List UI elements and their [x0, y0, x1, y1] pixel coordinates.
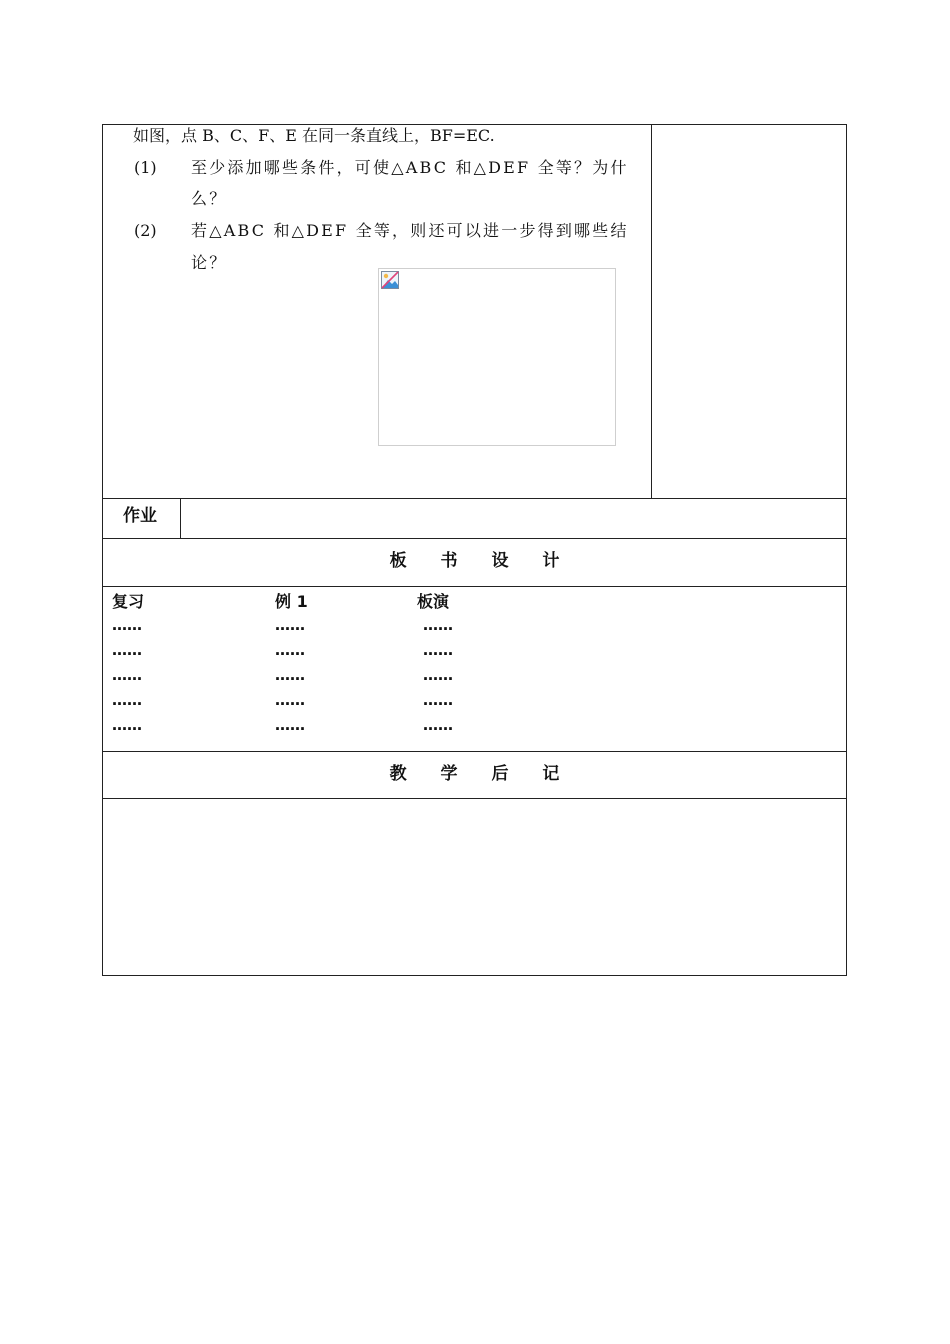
placeholder-dots: …… — [275, 641, 305, 659]
placeholder-dots: …… — [275, 666, 305, 684]
heading-char: 设 — [491, 551, 509, 571]
placeholder-dots: …… — [112, 616, 142, 634]
board-column-example — [275, 590, 308, 739]
item-number: (1) — [134, 158, 157, 177]
question-item-2-line-1: 若△ABC 和△DEF 全等，则还可以进一步得到哪些结 — [191, 221, 629, 240]
placeholder-dots: …… — [423, 666, 453, 684]
placeholder-dots: …… — [275, 716, 305, 734]
placeholder-dots: …… — [112, 716, 142, 734]
heading-char: 书 — [440, 551, 458, 571]
row-divider — [103, 798, 846, 799]
heading-char: 计 — [542, 551, 560, 571]
placeholder-dots: …… — [275, 616, 305, 634]
placeholder-dots: …… — [112, 641, 142, 659]
placeholder-dots: …… — [423, 641, 453, 659]
board-column-review — [112, 590, 144, 739]
item-number: (2) — [134, 221, 157, 240]
figure-image-placeholder — [378, 268, 616, 446]
column-head: 例 1 — [275, 592, 308, 611]
row-divider — [103, 498, 846, 499]
row-divider — [103, 751, 846, 752]
placeholder-dots: …… — [423, 716, 453, 734]
heading-char: 记 — [542, 764, 560, 784]
heading-char: 教 — [389, 764, 407, 784]
broken-image-icon — [381, 271, 399, 289]
lesson-plan-table — [102, 124, 847, 976]
row-divider — [103, 586, 846, 587]
column-head: 板演 — [417, 592, 450, 611]
column-divider — [651, 125, 652, 498]
board-design-heading — [103, 546, 846, 571]
placeholder-dots: …… — [423, 691, 453, 709]
column-divider — [180, 498, 181, 538]
placeholder-dots: …… — [423, 616, 453, 634]
teaching-notes-heading — [103, 759, 846, 784]
placeholder-dots: …… — [275, 691, 305, 709]
question-item-2-line-2: 论？ — [191, 253, 228, 272]
homework-label: 作业 — [123, 506, 157, 526]
question-intro: 如图，点 B、C、F、E 在同一条直线上，BF=EC. — [133, 126, 495, 145]
question-item-1-line-2: 么？ — [191, 189, 228, 208]
heading-char: 板 — [389, 551, 407, 571]
placeholder-dots: …… — [112, 666, 142, 684]
column-head: 复习 — [112, 592, 145, 611]
board-column-practice — [417, 590, 453, 739]
placeholder-dots: …… — [112, 691, 142, 709]
row-divider — [103, 538, 846, 539]
heading-char: 学 — [440, 764, 458, 784]
question-item-1-line-1: 至少添加哪些条件，可使△ABC 和△DEF 全等？为什 — [191, 158, 629, 177]
heading-char: 后 — [491, 764, 509, 784]
